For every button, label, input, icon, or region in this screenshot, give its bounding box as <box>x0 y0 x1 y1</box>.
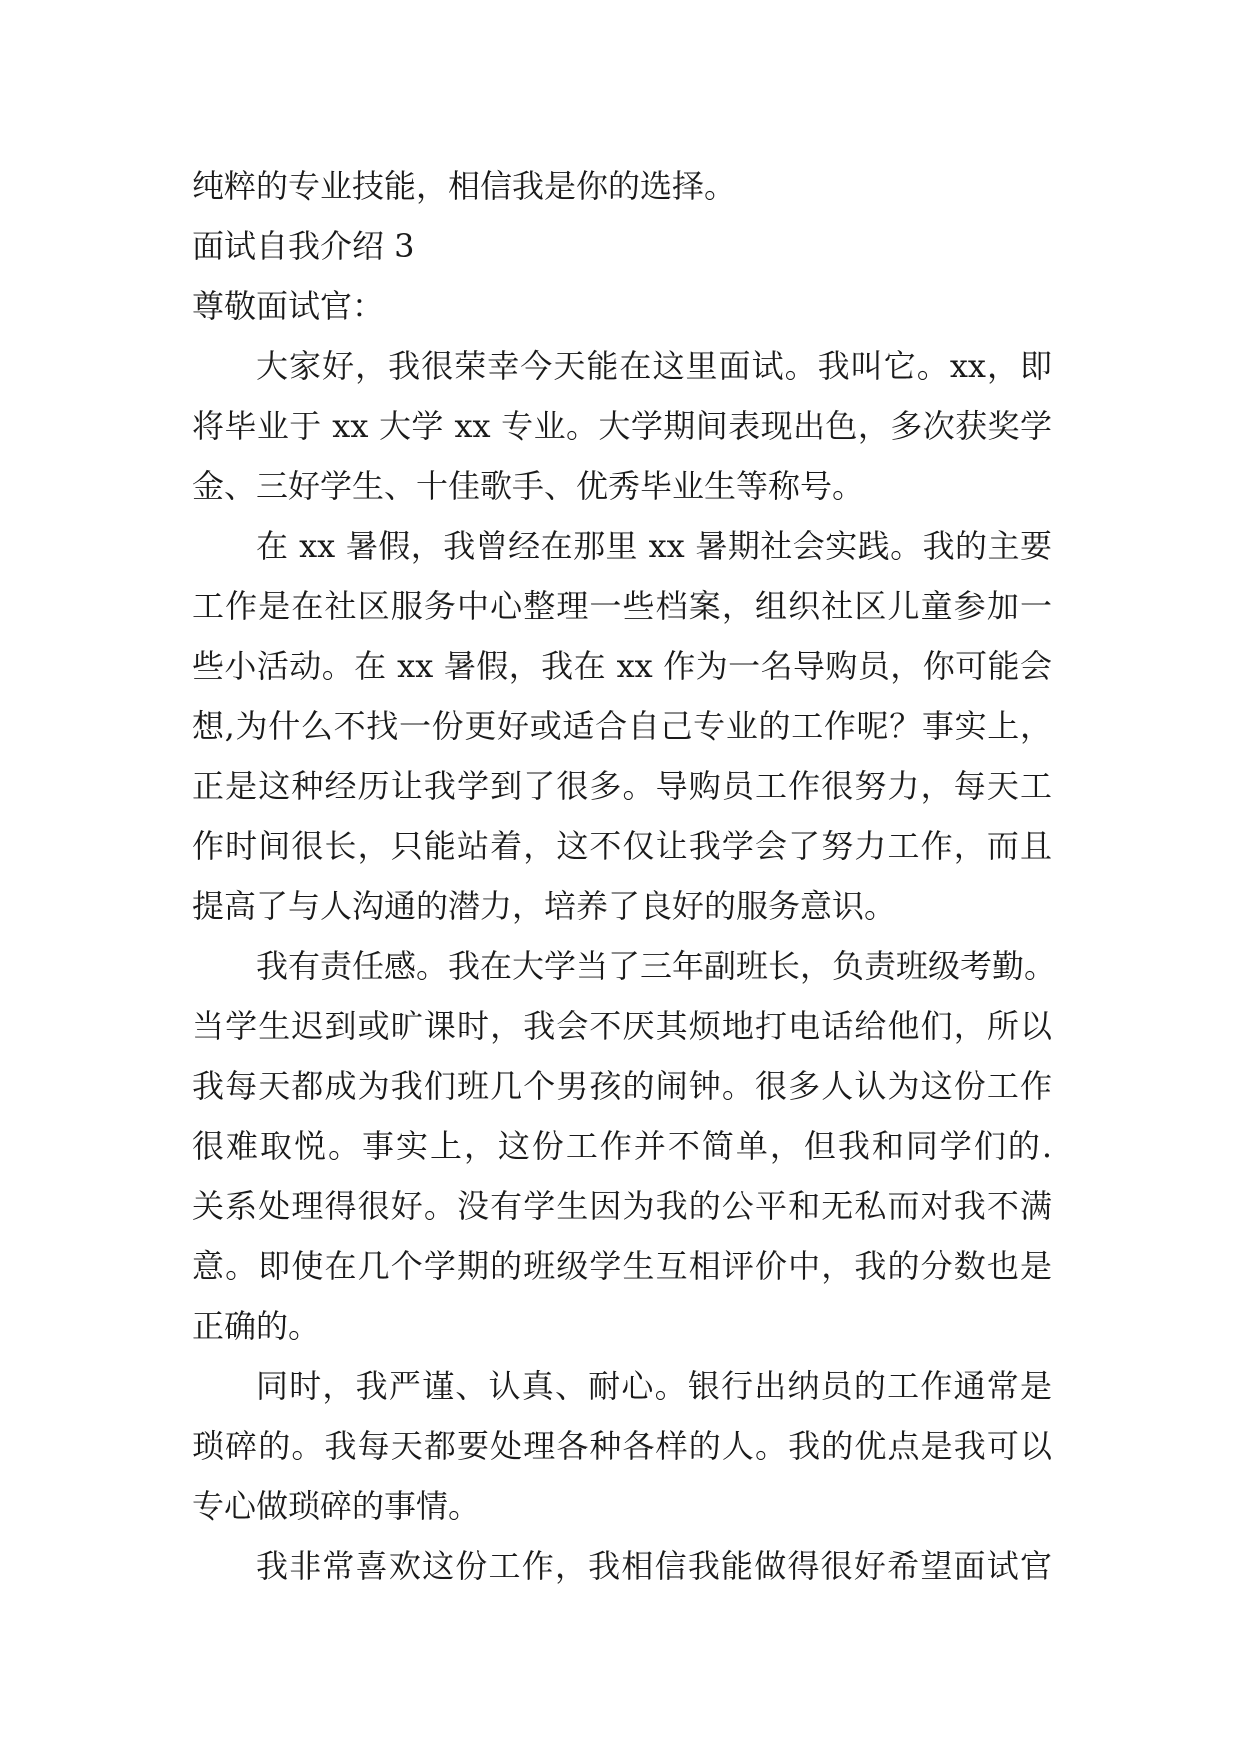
text-line: 金、三好学生、十佳歌手、优秀毕业生等称号。 <box>192 467 865 505</box>
text-line: 正是这种经历让我学到了很多。导购员工作很努力，每天工 <box>192 767 1052 805</box>
text-line: 琐碎的。我每天都要处理各种各样的人。我的优点是我可以 <box>192 1427 1052 1465</box>
text-line: 当学生迟到或旷课时，我会不厌其烦地打电话给他们，所以 <box>192 1007 1052 1045</box>
section-heading: 面试自我介绍 3 <box>192 227 415 265</box>
text-line: 将毕业于 xx 大学 xx 专业。大学期间表现出色，多次获奖学 <box>192 407 1052 445</box>
text-line: 关系处理得很好。没有学生因为我的公平和无私而对我不满 <box>192 1187 1052 1225</box>
text-line: 专心做琐碎的事情。 <box>192 1487 481 1525</box>
text-line: 提高了与人沟通的潜力，培养了良好的服务意识。 <box>192 887 897 925</box>
text-line: 作时间很长，只能站着，这不仅让我学会了努力工作，而且 <box>192 827 1052 865</box>
text-line: 我有责任感。我在大学当了三年副班长，负责班级考勤。 <box>256 947 1057 985</box>
text-line: 工作是在社区服务中心整理一些档案，组织社区儿童参加一 <box>192 587 1052 625</box>
text-line: 我非常喜欢这份工作，我相信我能做得很好希望面试官 <box>256 1547 1052 1585</box>
text-line: 同时，我严谨、认真、耐心。银行出纳员的工作通常是 <box>256 1367 1052 1405</box>
text-line: 想,为什么不找一份更好或适合自己专业的工作呢？事实上， <box>192 707 1052 745</box>
text-line: 大家好，我很荣幸今天能在这里面试。我叫它。xx，即 <box>256 347 1052 385</box>
text-line: 纯粹的专业技能，相信我是你的选择。 <box>192 167 737 205</box>
text-line: 在 xx 暑假，我曾经在那里 xx 暑期社会实践。我的主要 <box>256 527 1052 565</box>
text-line: 些小活动。在 xx 暑假，我在 xx 作为一名导购员，你可能会 <box>192 647 1052 685</box>
text-line: 正确的。 <box>192 1307 321 1345</box>
text-line: 我每天都成为我们班几个男孩的闹钟。很多人认为这份工作 <box>192 1067 1052 1105</box>
salutation: 尊敬面试官： <box>192 287 385 325</box>
text-line: 意。即使在几个学期的班级学生互相评价中，我的分数也是 <box>192 1247 1052 1285</box>
text-line: 很难取悦。事实上，这份工作并不简单，但我和同学们的. <box>192 1127 1052 1165</box>
